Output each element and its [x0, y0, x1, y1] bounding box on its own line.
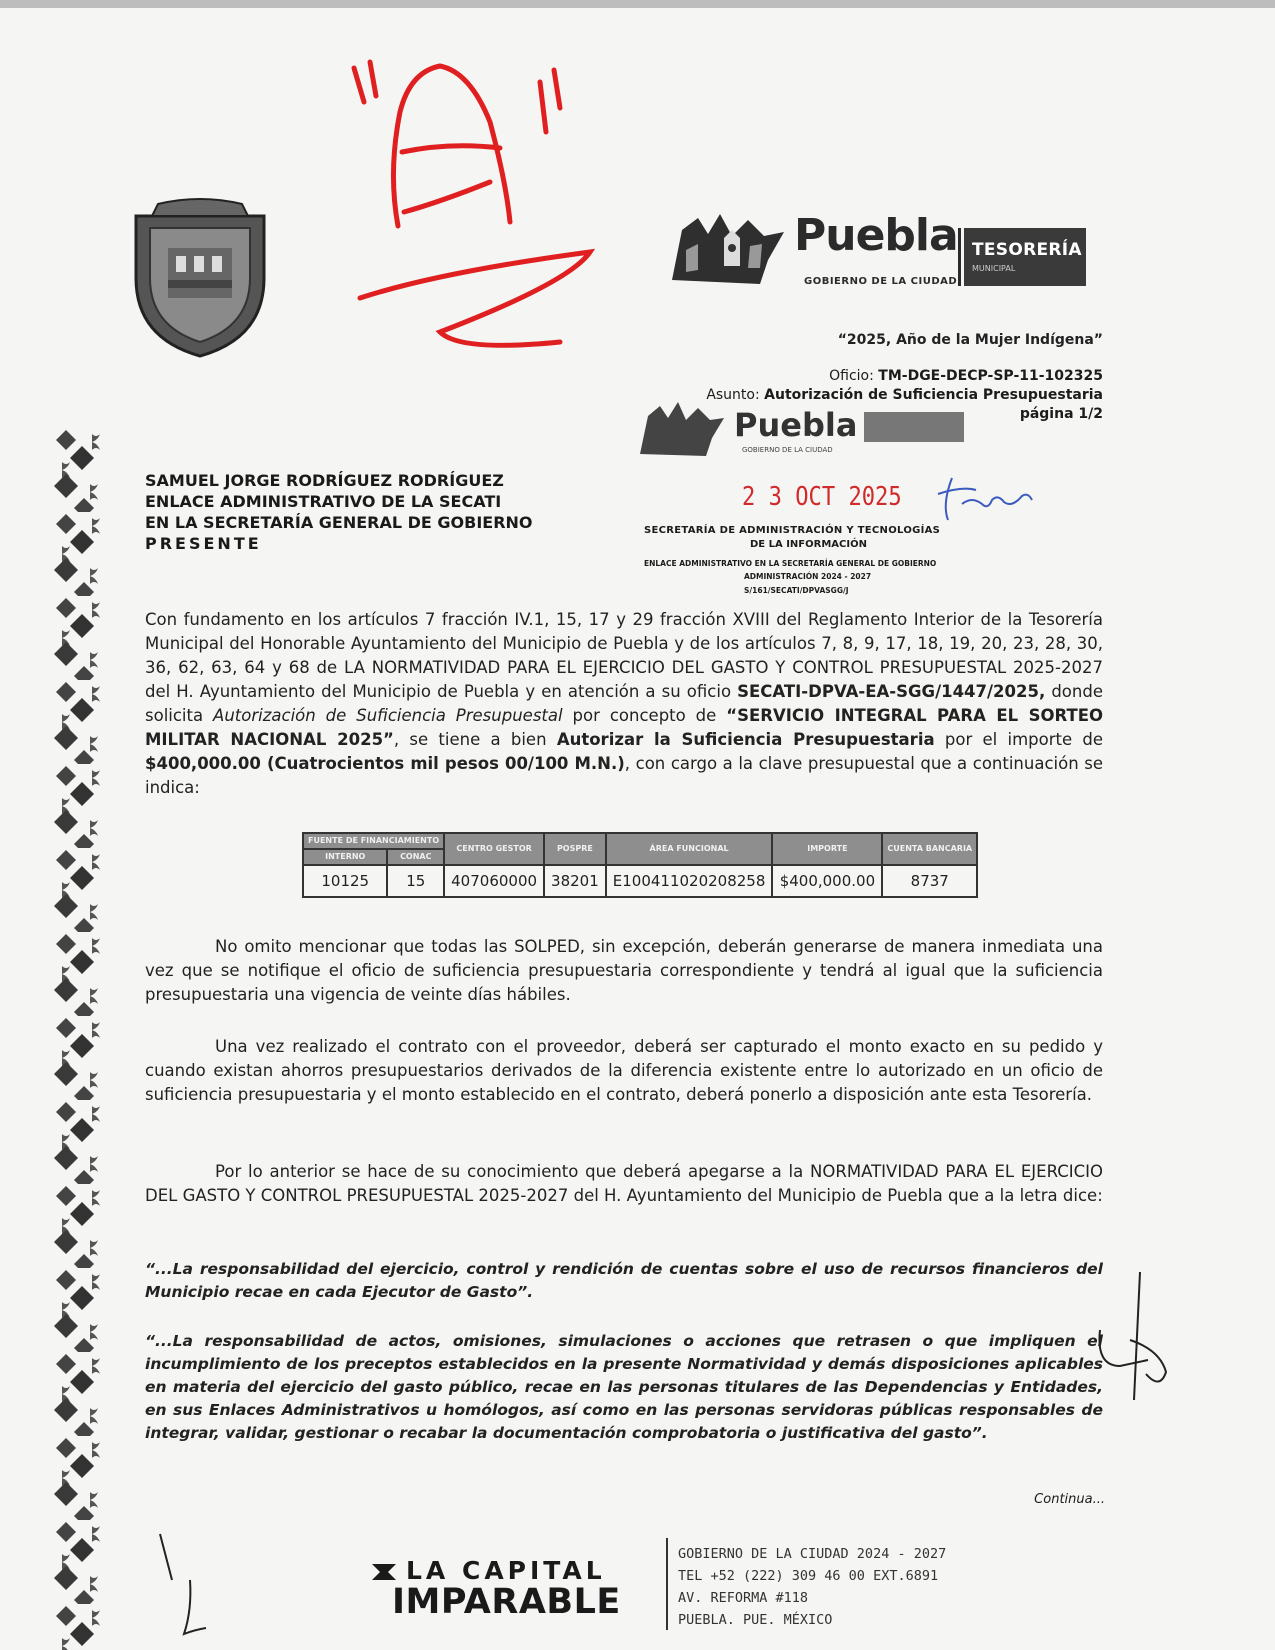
page-number: página 1/2 — [1019, 406, 1103, 422]
margin-signature — [1090, 1270, 1180, 1410]
stamp-brand-sub: GOBIERNO DE LA CIUDAD — [742, 446, 833, 454]
cell-importe: $400,000.00 — [772, 865, 882, 897]
puebla-tesoreria-logo — [668, 210, 1098, 300]
table-row — [303, 865, 977, 897]
cell-pospre: 38201 — [544, 865, 606, 897]
p1-text-a: Con fundamento en los artículos 7 fracción IV.1, 15, 17 y 29 fracción XVIII del Reglamento Interior de la Tesorería Municipal del Honorable Ayuntamiento del Municipio de Puebla y de los artículos 7, 8, 9, 17, 18, 19, 20, 23, 28, 30, 36, 62, 63, 64 y 68 de LA NORMATIVIDAD PARA EL EJERCICIO DEL GASTO Y CONTROL PRESUPUESTAL 2025-2027 del H. Ayuntamiento del Municipio de Puebla y en atención a su oficio — [145, 610, 1103, 701]
tesoreria-label: TESORERÍA — [972, 240, 1082, 260]
year-motto: “2025, Año de la Mujer Indígena” — [837, 332, 1103, 348]
slogan-line-1: LA CAPITAL — [406, 1556, 606, 1585]
cell-area: E100411020208258 — [606, 865, 773, 897]
slogan-logo — [366, 1556, 646, 1626]
stamp-line-5: S/161/SECATI/DPVASGG/J — [744, 586, 849, 595]
asunto-value: Autorización de Suficiencia Presupuestaria — [764, 387, 1103, 403]
footer-divider — [666, 1538, 668, 1630]
paragraph-solped: No omito mencionar que todas las SOLPED, sin excepción, deberán generarse de manera inmediata una vez que se notifique el oficio de suficiencia presupuestaria correspondiente y tendrá al igual que la suficiencia presupuestaria una vigencia de veinte días hábiles. — [145, 937, 1103, 1004]
cell-conac: 15 — [387, 865, 444, 897]
brand-name: Puebla — [794, 210, 958, 261]
stamp-line-3: ENLACE ADMINISTRATIVO EN LA SECRETARÍA GENERAL DE GOBIERNO — [644, 559, 937, 568]
brand-subtitle: GOBIERNO DE LA CIUDAD — [804, 276, 958, 287]
tesoreria-sublabel: MUNICIPAL — [972, 264, 1016, 273]
continues-note: Continua... — [1034, 1492, 1105, 1507]
addressee-presente: PRESENTE — [145, 534, 262, 553]
header-pospre: POSPRE — [544, 833, 606, 865]
logo-divider — [958, 228, 961, 286]
bottom-initials — [150, 1530, 240, 1640]
stamp-line-1: SECRETARÍA DE ADMINISTRACIÓN Y TECNOLOGÍAS — [644, 525, 941, 536]
p1-authorization: Autorizar la Suficiencia Presupuestaria — [556, 730, 935, 749]
p1-request: Autorización de Suficiencia Presupuestal — [213, 706, 563, 725]
oficio-number: TM-DGE-DECP-SP-11-102325 — [878, 368, 1103, 384]
asunto-label: Asunto: — [706, 387, 760, 403]
p1-oficio-ref: SECATI-DPVA-EA-SGG/1447/2025, — [737, 682, 1046, 701]
header-centro: CENTRO GESTOR — [444, 833, 544, 865]
cell-centro: 407060000 — [444, 865, 544, 897]
reception-stamp — [632, 400, 992, 610]
paragraph-contrato: Una vez realizado el contrato con el proveedor, deberá ser capturado el monto exacto en su pedido y cuando existan ahorros presupuestarios derivados de la diferencia existente entre lo autorizado en un oficio de suficiencia presupuestaria y el monto establecido en el contrato, deberá ponerlo a disposición ante esta Tesorería. — [145, 1037, 1103, 1104]
addressee-name: SAMUEL JORGE RODRÍGUEZ RODRÍGUEZ — [145, 471, 504, 490]
addressee-block — [145, 470, 533, 554]
quote-responsabilidad-2: “...La responsabilidad de actos, omisiones, simulaciones o acciones que retrasen o que impliquen el incumplimiento de los preceptos establecidos en la presente Normatividad y demás disposiciones aplicables en materia del ejercicio del gasto público, recae en las personas titulares de las Dependencias y Entidades, en sus Enlaces Administrativos u homólogos, así como en las personas servidoras públicas responsables de integrar, validar, gestionar o recabar la documentación comprobatoria o justificativa del gasto”. — [145, 1332, 1103, 1442]
municipal-seal — [128, 198, 272, 358]
slogan-line-2: IMPARABLE — [392, 1582, 621, 1622]
p1-amount: $400,000.00 (Cuatrocientos mil pesos 00/100 M.N.) — [145, 754, 625, 773]
tesoreria-badge — [964, 228, 1086, 286]
cell-cuenta: 8737 — [882, 865, 977, 897]
receiver-signature — [932, 474, 1072, 524]
city-emblem-icon — [668, 210, 790, 290]
header-importe: IMPORTE — [772, 833, 882, 865]
p1-text-c: donde solicita — [145, 682, 1103, 725]
budget-key-table — [302, 832, 978, 898]
quote-responsabilidad-1: “...La responsabilidad del ejercicio, control y rendición de cuentas sobre el uso de recursos financieros del Municipio recae en cada Ejecutor de Gasto”. — [145, 1260, 1103, 1301]
scan-top-edge — [0, 0, 1275, 8]
p1-text-e: por concepto de — [562, 706, 727, 725]
footer-contact — [678, 1543, 946, 1631]
cell-interno: 10125 — [303, 865, 387, 897]
header-conac: CONAC — [387, 849, 444, 865]
header-cuenta: CUENTA BANCARIA — [882, 833, 977, 865]
stamp-line-4: ADMINISTRACIÓN 2024 - 2027 — [744, 572, 872, 581]
oficio-label: Oficio: — [829, 368, 874, 384]
p1-concept: “SERVICIO INTEGRAL PARA EL SORTEO MILITAR NACIONAL 2025” — [145, 706, 1103, 749]
addressee-title-2: EN LA SECRETARÍA GENERAL DE GOBIERNO — [145, 513, 533, 532]
p1-text-k: , con cargo a la clave presupuestal que a continuación se indica: — [145, 754, 1103, 797]
p1-text-i: por el importe de — [934, 730, 1103, 749]
stamp-brand: Puebla — [734, 406, 858, 444]
header-interno: INTERNO — [303, 849, 387, 865]
stamp-logo — [638, 400, 958, 460]
received-date: 2 3 OCT 2025 — [742, 482, 902, 512]
stamp-dept-block — [864, 412, 964, 442]
handwritten-a-mark — [340, 52, 620, 382]
addressee-title-1: ENLACE ADMINISTRATIVO DE LA SECATI — [145, 492, 502, 511]
signature-text — [932, 474, 933, 475]
paragraph-fundamento — [145, 608, 1103, 800]
paragraph-normatividad: Por lo anterior se hace de su conocimiento que deberá apegarse a la NORMATIVIDAD PARA EL EJERCICIO DEL GASTO Y CONTROL PRESUPUESTAL 2025-2027 del H. Ayuntamiento del Municipio de Puebla que a la letra dice: — [145, 1162, 1103, 1205]
footer-info-2: TEL +52 (222) 309 46 00 EXT.6891 — [678, 1568, 939, 1584]
footer-info-1: GOBIERNO DE LA CIUDAD 2024 - 2027 — [678, 1546, 947, 1562]
stamp-line-2: DE LA INFORMACIÓN — [750, 539, 867, 550]
footer-info-4: PUEBLA. PUE. MÉXICO — [678, 1612, 833, 1628]
arrow-icon — [370, 1560, 404, 1584]
header-area: ÁREA FUNCIONAL — [606, 833, 773, 865]
footer-info-3: AV. REFORMA #118 — [678, 1590, 809, 1606]
decorative-border — [52, 428, 110, 1650]
stamp-emblem-icon — [638, 400, 728, 460]
p1-text-g: , se tiene a bien — [393, 730, 557, 749]
header-fuente: FUENTE DE FINANCIAMIENTO — [303, 833, 444, 849]
